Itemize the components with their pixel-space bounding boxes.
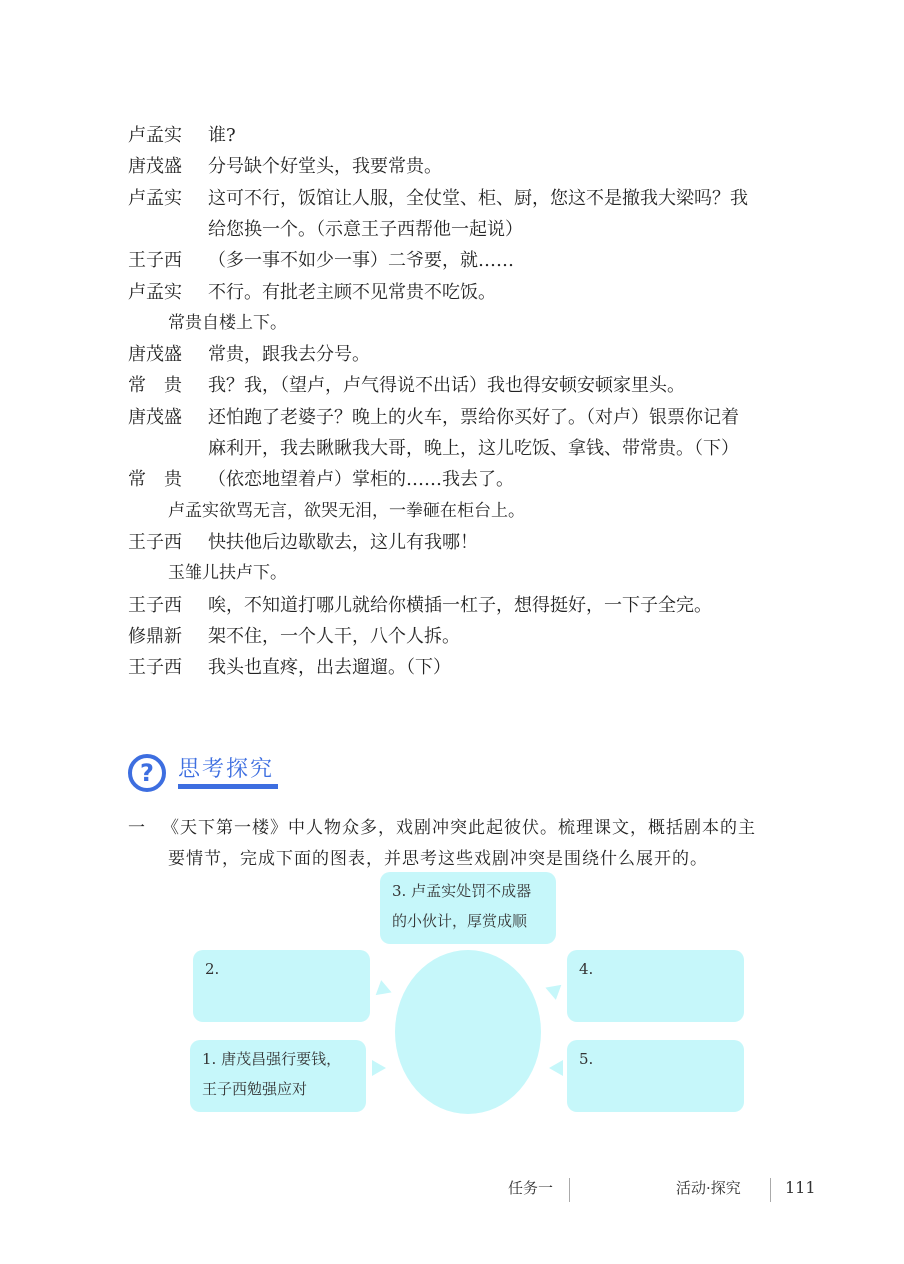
speaker-name: 常 贵 [128,375,182,397]
arrow-from-box-3 [460,952,476,966]
page-number: 111 [785,1178,816,1197]
plot-box-3: 3. 卢孟实处罚不成器的小伙计，厚赏成顺 [380,872,556,944]
speaker-name: 唐茂盛 [128,344,182,366]
speaker-name: 卢孟实 [128,187,182,209]
dialogue-text: 给您换一个。（示意王子西帮他一起说） [208,218,523,240]
dialogue-text: 谁? [208,125,236,146]
speaker-name: 王子西 [128,594,182,616]
footer-section: 活动·探究 [676,1179,741,1197]
speaker-name: 唐茂盛 [128,156,182,178]
plot-box-2: 2. [193,950,370,1022]
speaker-name: 王子西 [128,250,182,272]
dialogue-text: （多一事不如少一事）二爷要，就…… [208,250,514,272]
plot-box-4: 4. [567,950,744,1022]
question-line-2: 要情节，完成下面的图表，并思考这些戏剧冲突是围绕什么展开的。 [168,849,708,869]
speaker-name: 卢孟实 [128,281,182,303]
dialogue-text: 架不住，一个人干，八个人拆。 [208,625,460,647]
stage-direction: 常贵自楼上下。 [168,312,287,333]
dialogue-text: 分号缺个好堂头，我要常贵。 [208,156,442,178]
speaker-name: 卢孟实 [128,125,182,146]
dialogue-text: 麻利开，我去瞅瞅我大哥，晚上，这儿吃饭、拿钱、带常贵。（下） [208,438,739,459]
center-circle [395,950,541,1114]
question-line-1: 《天下第一楼》中人物众多，戏剧冲突此起彼伏。梳理课文，概括剧本的主 [162,818,756,838]
speaker-name: 王子西 [128,657,182,679]
dialogue-text: 还怕跑了老婆子？晚上的火车，票给你买好了。（对卢）银票你记着 [208,406,739,428]
section-heading [128,752,298,794]
section-title: 思考探究 [178,757,275,782]
speaker-name: 王子西 [128,531,182,553]
speaker-name: 修鼎新 [128,625,182,647]
dialogue-text: 快扶他后边歇歇去，这儿有我哪！ [208,531,478,553]
footer-divider [770,1178,771,1202]
dialogue-text: 不行。有批老主顾不见常贵不吃饭。 [208,281,496,303]
speaker-name: 唐茂盛 [128,406,182,428]
stage-direction: 卢孟实欲骂无言，欲哭无泪，一拳砸在柜台上。 [168,500,525,521]
dialogue-text: 唉，不知道打哪儿就给你横插一杠子，想得挺好，一下子全完。 [208,594,712,616]
question-number: 一 [128,818,146,838]
arrow-from-box-2 [376,980,395,1000]
arrow-from-box-4 [543,980,562,1000]
dialogue-text: 常贵，跟我去分号。 [208,344,370,366]
arrow-from-box-1 [372,1060,386,1076]
plot-box-1: 1. 唐茂昌强行要钱，王子西勉强应对 [190,1040,366,1112]
stage-direction: 玉雏儿扶卢下。 [168,563,287,584]
dialogue-text: （依恋地望着卢）掌柜的……我去了。 [208,469,514,491]
footer-divider [569,1178,570,1202]
question-icon: ? [128,754,166,792]
dialogue-text: 我头也直疼，出去遛遛。（下） [208,657,451,679]
title-underline [178,784,278,789]
speaker-name: 常 贵 [128,469,182,491]
footer-task: 任务一 [508,1179,554,1197]
arrow-from-box-5 [549,1060,563,1076]
plot-box-5: 5. [567,1040,744,1112]
dialogue-text: 这可不行，饭馆让人服，全仗堂、柜、厨，您这不是撤我大梁吗？我 [208,187,748,209]
dialogue-text: 我？我，（望卢，卢气得说不出话）我也得安顿安顿家里头。 [208,375,685,397]
